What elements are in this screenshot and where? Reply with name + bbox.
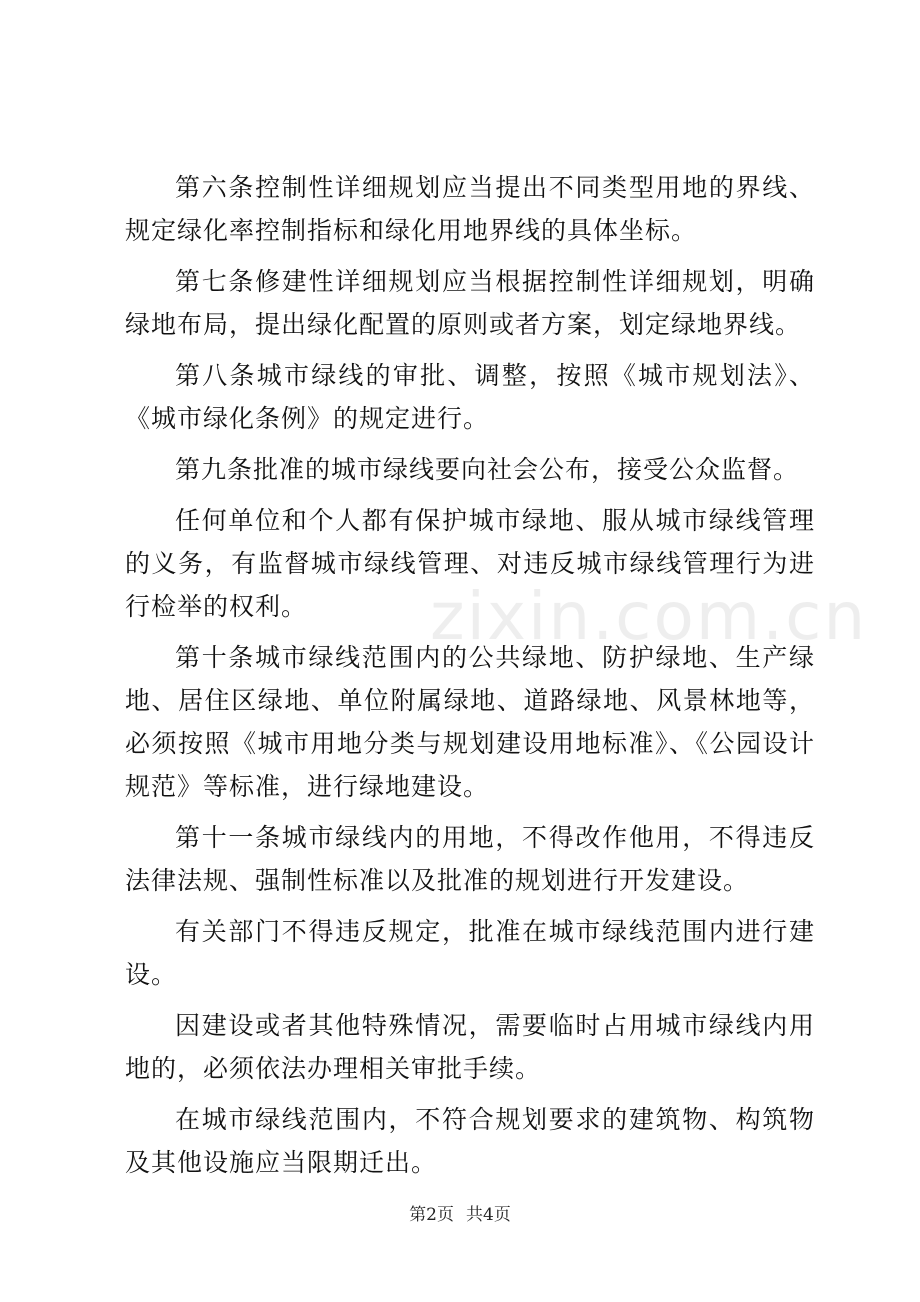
page-total: 共4页 [466, 1205, 511, 1225]
paragraph-article-9: 第九条批准的城市绿线要向社会公布，接受公众监督。 [175, 455, 800, 484]
paragraph-article-11-departments: 有关部门不得违反规定，批准在城市绿线范围内进行建设。 [125, 917, 815, 989]
page-footer [0, 1200, 920, 1225]
document-body [125, 166, 815, 1192]
paragraph-article-9-duty: 任何单位和个人都有保护城市绿地、服从城市绿线管理的义务，有监督城市绿线管理、对违反城市绿线管理行为进行检举的权利。 [125, 506, 815, 621]
paragraph-article-10: 第十条城市绿线范围内的公共绿地、防护绿地、生产绿地、居住区绿地、单位附属绿地、道路绿地、风景林地等，必须按照《城市用地分类与规划建设用地标准》、《公园设计规范》等标准，进行绿地建设。 [125, 643, 815, 801]
paragraph-article-7: 第七条修建性详细规划应当根据控制性详细规划，明确绿地布局，提出绿化配置的原则或者方案，划定绿地界线。 [125, 267, 815, 339]
paragraph-article-11-relocation: 在城市绿线范围内，不符合规划要求的建筑物、构筑物及其他设施应当限期迁出。 [125, 1105, 815, 1177]
paragraph-article-8: 第八条城市绿线的审批、调整，按照《城市规划法》、《城市绿化条例》的规定进行。 [125, 361, 815, 433]
watermark-text: zixin.com.cn [430, 578, 868, 655]
paragraph-article-6: 第六条控制性详细规划应当提出不同类型用地的界线、规定绿化率控制指标和绿化用地界线的具体坐标。 [125, 173, 815, 245]
page-number: 第2页 [409, 1205, 454, 1225]
paragraph-article-11: 第十一条城市绿线内的用地，不得改作他用，不得违反法律法规、强制性标准以及批准的规划进行开发建设。 [125, 823, 815, 895]
paragraph-article-11-temporary-use: 因建设或者其他特殊情况，需要临时占用城市绿线内用地的，必须依法办理相关审批手续。 [125, 1011, 815, 1083]
